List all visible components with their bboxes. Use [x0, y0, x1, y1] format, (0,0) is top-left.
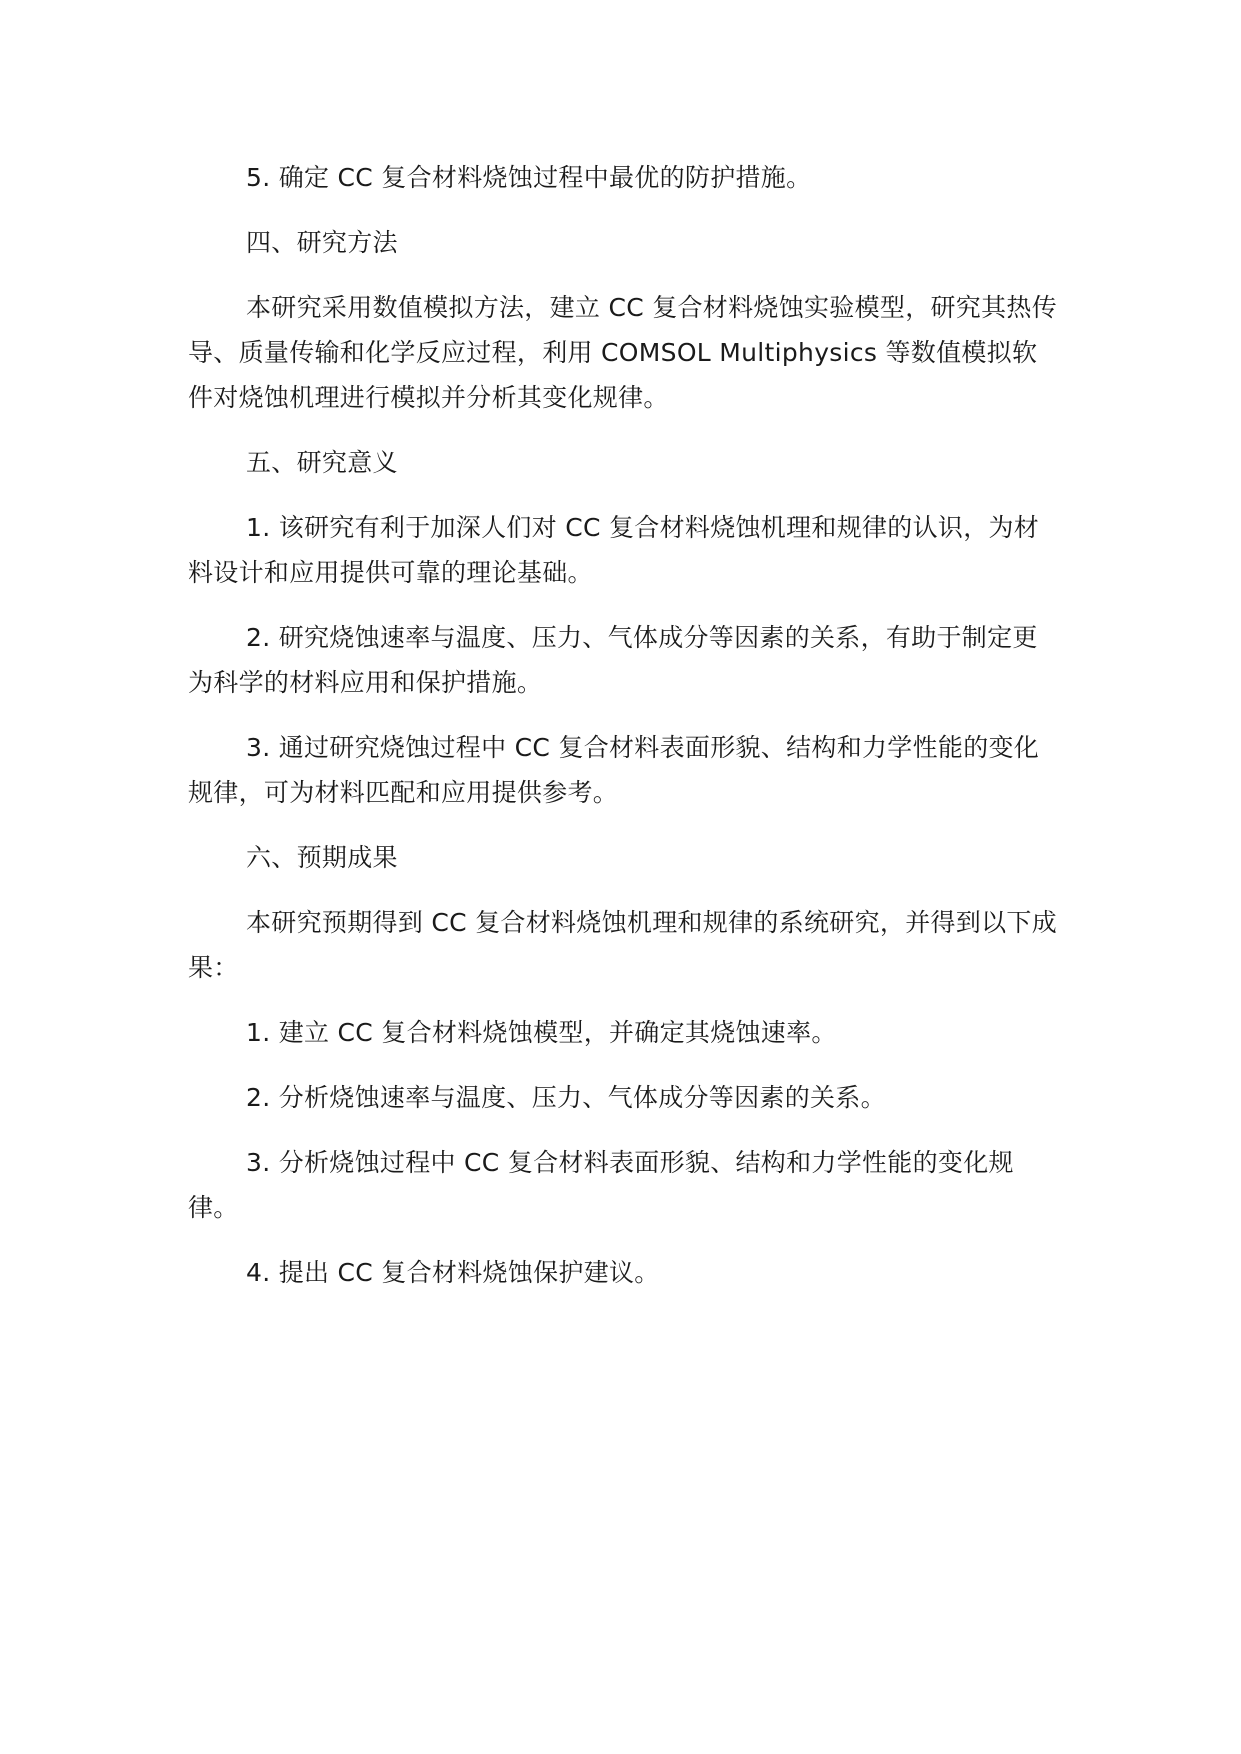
list-item-result-3: 3. 分析烧蚀过程中 CC 复合材料表面形貌、结构和力学性能的变化规律。: [188, 1148, 1014, 1222]
section-heading-significance: 五、研究意义: [246, 448, 398, 477]
document-body: [188, 155, 1058, 1295]
list-item-objective-5: 5. 确定 CC 复合材料烧蚀过程中最优的防护措施。: [246, 163, 812, 192]
list-item-significance-1: 1. 该研究有利于加深人们对 CC 复合材料烧蚀机理和规律的认识，为材料设计和应用提供可靠的理论基础。: [188, 513, 1040, 587]
section-heading-methods: 四、研究方法: [246, 228, 398, 257]
section-heading-expected-results: 六、预期成果: [246, 843, 398, 872]
list-item-significance-3: 3. 通过研究烧蚀过程中 CC 复合材料表面形貌、结构和力学性能的变化规律，可为材料匹配和应用提供参考。: [188, 733, 1040, 807]
list-item-result-2: 2. 分析烧蚀速率与温度、压力、气体成分等因素的关系。: [246, 1083, 886, 1112]
list-item-significance-2: 2. 研究烧蚀速率与温度、压力、气体成分等因素的关系，有助于制定更为科学的材料应用和保护措施。: [188, 623, 1038, 697]
list-item-result-4: 4. 提出 CC 复合材料烧蚀保护建议。: [246, 1258, 660, 1287]
list-item-result-1: 1. 建立 CC 复合材料烧蚀模型，并确定其烧蚀速率。: [246, 1018, 837, 1047]
methods-paragraph: 本研究采用数值模拟方法，建立 CC 复合材料烧蚀实验模型，研究其热传导、质量传输和化学反应过程，利用 COMSOL Multiphysics 等数值模拟软件对烧蚀机理进行模拟并分析其变化规律。: [188, 293, 1058, 412]
expected-results-intro: 本研究预期得到 CC 复合材料烧蚀机理和规律的系统研究，并得到以下成果：: [188, 908, 1058, 982]
